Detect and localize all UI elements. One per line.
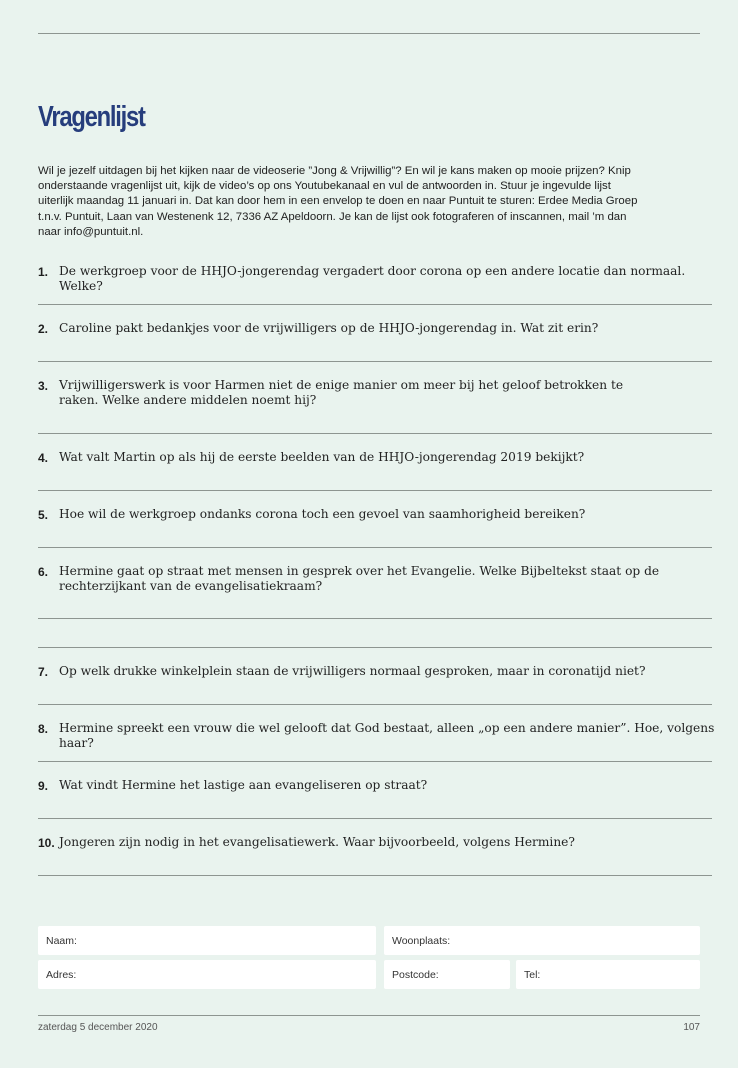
question-number: 5. — [38, 508, 49, 522]
answer-line[interactable] — [38, 875, 712, 876]
top-rule — [38, 33, 700, 34]
answer-line[interactable] — [38, 433, 712, 434]
residence-label: Woonplaats: — [392, 935, 451, 947]
question-text: De werkgroep voor de HHJO-jongerendag vergadert door corona op een andere locatie dan normaal. Welke? — [59, 264, 686, 293]
intro-paragraph: Wil je jezelf uitdagen bij het kijken naar de videoserie ”Jong & Vrijwillig”? En wil je kans maken op mooie prijzen? Knip onderstaande vragenlijst uit, kijk de video’s op ons Youtubekanaal en vul de antwoorden in. Stuur je ingevulde lijst uiterlijk maandag 11 januari in. Dat kan door hem in een envelop te doen en naar Puntuit te sturen: Erdee Media Groep t.n.v. Puntuit, Laan van Westenenk 12, 7336 AZ Apeldoorn. Je kan de lijst ook fotograferen of inscannen, mail ’m dan naar info@puntuit.nl. — [38, 165, 638, 238]
question-number: 9. — [38, 779, 49, 793]
question-number: 7. — [38, 665, 49, 679]
question-text: Jongeren zijn nodig in het evangelisatiewerk. Waar bijvoorbeeld, volgens Hermine? — [59, 835, 575, 849]
question-text: Wat valt Martin op als hij de eerste beelden van de HHJO-jongerendag 2019 bekijkt? — [59, 450, 585, 464]
answer-line[interactable] — [38, 618, 712, 619]
question-number: 2. — [38, 322, 49, 336]
phone-field[interactable] — [516, 960, 700, 989]
question-number: 3. — [38, 379, 49, 393]
address-field[interactable] — [38, 960, 376, 989]
question-number: 1. — [38, 265, 49, 279]
question-text: Vrijwilligerswerk is voor Harmen niet de enige manier om meer bij het geloof betrokken te raken. Welke andere middelen noemt hij? — [59, 378, 624, 407]
residence-field[interactable] — [384, 926, 700, 955]
phone-label: Tel: — [524, 969, 541, 981]
answer-line[interactable] — [38, 547, 712, 548]
name-label: Naam: — [46, 935, 77, 947]
address-label: Adres: — [46, 969, 77, 981]
footer-rule — [38, 1015, 700, 1016]
answer-line[interactable] — [38, 761, 712, 762]
postcode-field[interactable] — [384, 960, 510, 989]
page-number: 107 — [683, 1022, 700, 1033]
page-title: Vragenlijst — [38, 101, 145, 133]
answer-line[interactable] — [38, 647, 712, 648]
answer-line[interactable] — [38, 704, 712, 705]
question-number: 10. — [38, 836, 55, 850]
question-text: Caroline pakt bedankjes voor de vrijwilligers op de HHJO-jongerendag in. Wat zit erin? — [59, 321, 599, 335]
question-text: Hermine gaat op straat met mensen in gesprek over het Evangelie. Welke Bijbeltekst staat op de rechterzijkant van de evangelisatiekraam? — [59, 564, 660, 593]
answer-line[interactable] — [38, 361, 712, 362]
answer-line[interactable] — [38, 490, 712, 491]
question-text: Hermine spreekt een vrouw die wel gelooft dat God bestaat, alleen „op een andere manier”. Hoe, volgens haar? — [59, 721, 715, 750]
answer-line[interactable] — [38, 818, 712, 819]
postcode-label: Postcode: — [392, 969, 439, 981]
question-number: 4. — [38, 451, 49, 465]
question-text: Wat vindt Hermine het lastige aan evangeliseren op straat? — [59, 778, 428, 792]
question-text: Hoe wil de werkgroep ondanks corona toch een gevoel van saamhorigheid bereiken? — [59, 507, 586, 521]
answer-line[interactable] — [38, 304, 712, 305]
question-number: 6. — [38, 565, 49, 579]
footer-date: zaterdag 5 december 2020 — [38, 1022, 158, 1033]
question-text: Op welk drukke winkelplein staan de vrijwilligers normaal gesproken, maar in coronatijd niet? — [59, 664, 646, 678]
question-number: 8. — [38, 722, 49, 736]
name-field[interactable] — [38, 926, 376, 955]
